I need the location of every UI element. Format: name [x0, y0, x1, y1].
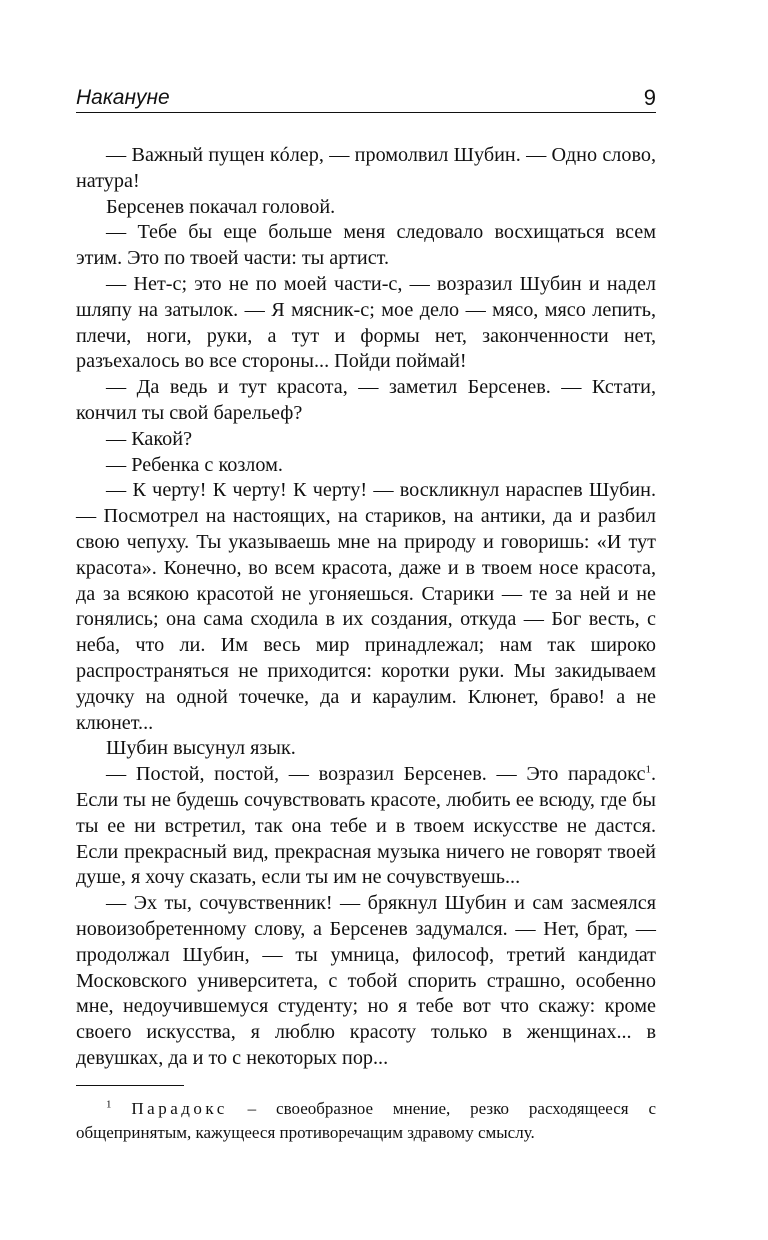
paragraph: — К черту! К черту! К черту! — воскликнул нараспев Шубин. — Посмотрел на настоящих, на стариков, на антики, да и разбил свою чепуху. Ты указываешь мне на природу и говоришь: «И тут красота». Конечно, во всем красота, даже и в твоем носе красота, да за всякою красотой не угоняешься. Старики — те за ней и не гонялись; она сама сходила в их создания, откуда — Бог весть, с неба, что ли. Им весь мир принадлежал; нам так широко распространяться не приходится: коротки руки. Мы закидываем удочку на одной точечке, да и караулим. Клюнет, браво! а не клюнет... — [76, 479, 656, 734]
paragraph: — Важный пущен кóлер, — промолвил Шубин. — Одно слово, натура! — [76, 144, 656, 192]
paragraph: — Ребенка с козлом. — [106, 453, 283, 476]
paragraph-with-footnote — [76, 762, 656, 891]
paragraph: — Тебе бы еще больше меня следовало восхищаться всем этим. Это по твоей части: ты артист. — [76, 221, 656, 270]
footnote — [76, 1097, 656, 1145]
book-title: Накануне — [76, 86, 170, 109]
page-number: 9 — [643, 85, 656, 110]
paragraph: — Нет-с; это не по моей части-с, — возразил Шубин и надел шляпу на затылок. — Я мясник-с; мое дело — мясо, мясо лепить, плечи, ноги, руки, а тут и формы нет, законченности нет, разъехалось во все стороны... Пойди поймай! — [76, 272, 656, 373]
paragraph: Берсенев покачал головой. — [106, 195, 336, 218]
running-header — [76, 82, 656, 113]
paragraph-text: — Постой, постой, — возразил Берсенев. — Это парадокс — [106, 763, 646, 786]
footnote-text: – своеобразное мнение, резко расходящееся с общепринятым, кажущееся противоречащим здравому смыслу. — [76, 1099, 656, 1142]
footnote-divider — [76, 1085, 184, 1086]
main-text — [76, 143, 656, 1072]
paragraph: — Да ведь и тут красота, — заметил Берсенев. — Кстати, кончил ты свой барельеф? — [76, 376, 656, 424]
paragraph-text: . Если ты не будешь сочувствовать красоте, любить ее всюду, где бы ты ее ни встретил, так она тебе и в твоем искусстве не дастся. Если прекрасный вид, прекрасная музыка ничего не говорят твоей душе, я хочу сказать, если ты им не сочувствуешь... — [76, 763, 656, 889]
paragraph: — Какой? — [106, 427, 193, 450]
footnote-mark: 1 — [106, 1098, 112, 1111]
paragraph: — Эх ты, сочувственник! — брякнул Шубин и сам засмеялся новоизобретенному слову, а Берсенев задумался. — Нет, брат, — продолжал Шубин, — ты умница, философ, третий кандидат Московского университета, с тобой спорить страшно, особенно мне, недоучившемуся студенту; но я тебе вот что скажу: кроме своего искусства, я люблю красоту только в женщинах... в девушках, да и то с некоторых пор... — [76, 892, 656, 1069]
footnote-term: Парадокс — [131, 1099, 228, 1118]
footnote-reference[interactable]: 1 — [645, 763, 651, 776]
paragraph: Шубин высунул язык. — [106, 737, 296, 760]
